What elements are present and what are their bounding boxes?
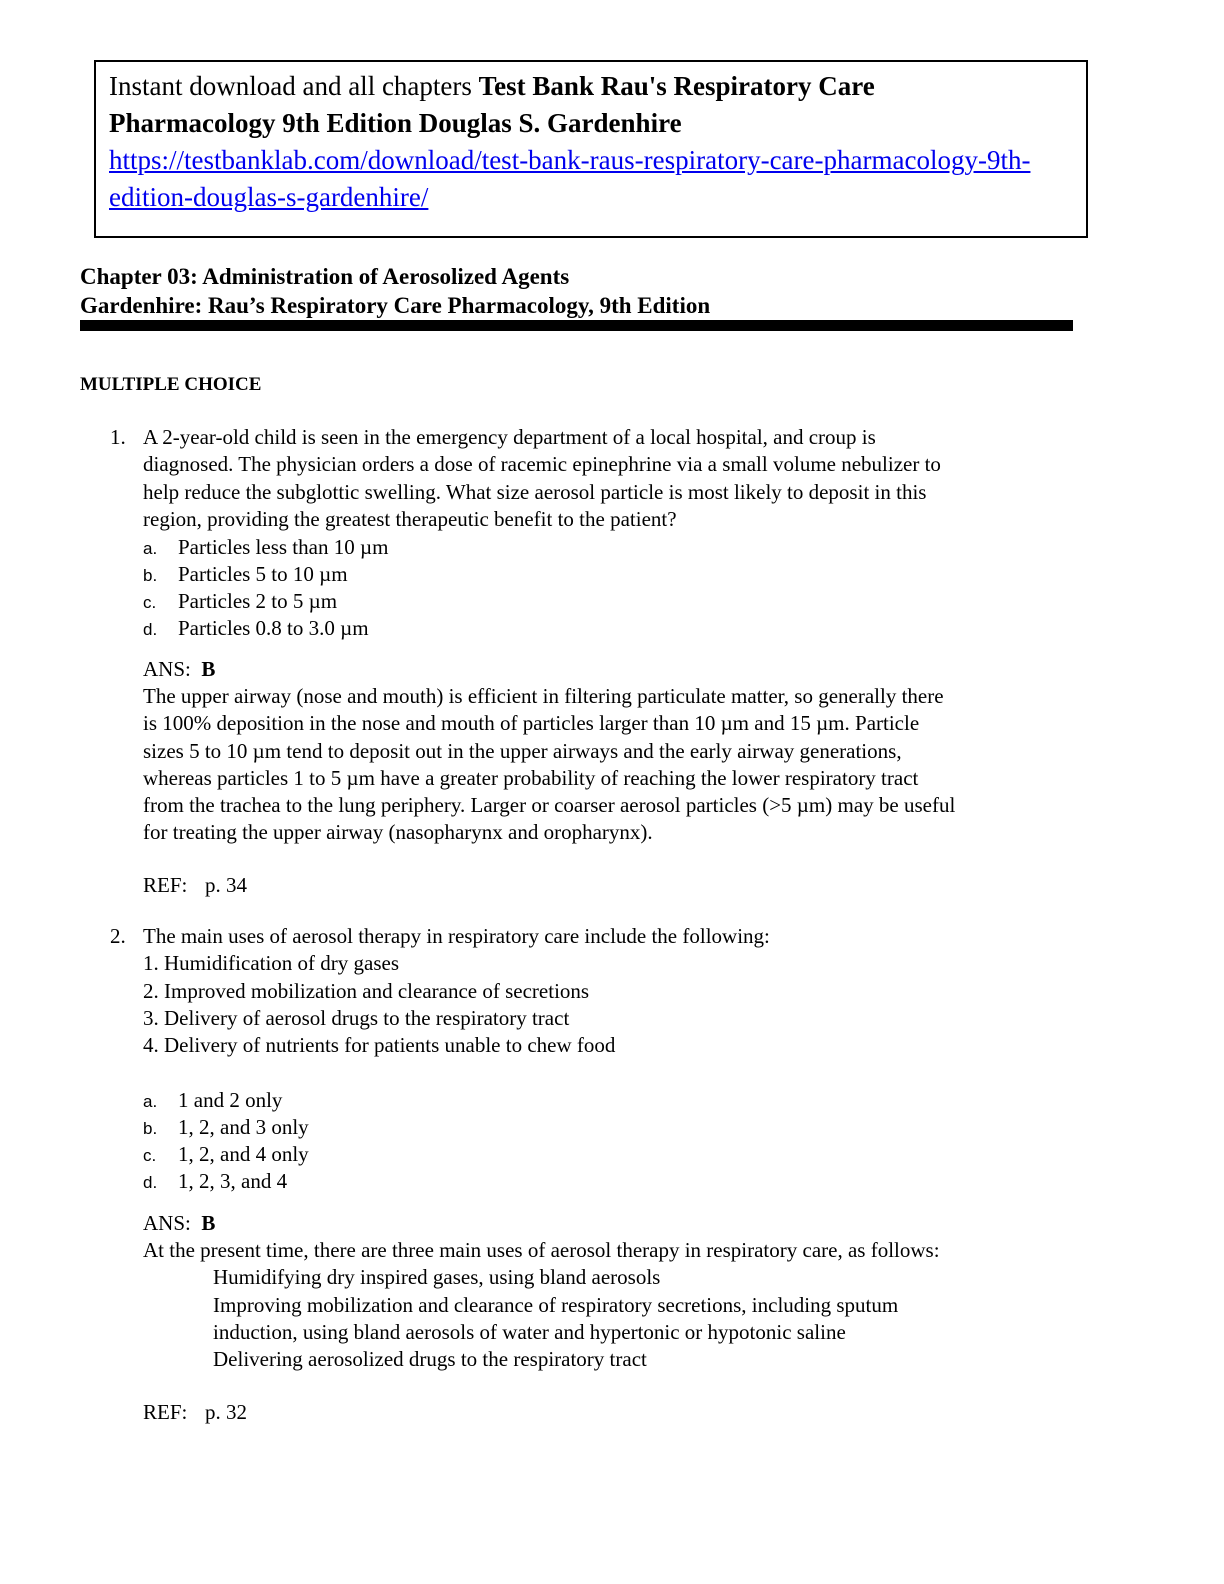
rationale-line: sizes 5 to 10 µm tend to deposit out in the upper airways and the early airway generations, — [143, 738, 902, 763]
option-a — [143, 1087, 282, 1115]
rationale-line: is 100% deposition in the nose and mouth of particles larger than 10 µm and 15 µm. Particle — [143, 711, 920, 736]
book-title: Gardenhire: Rau’s Respiratory Care Pharmacology, 9th Edition — [80, 293, 711, 318]
option-letter: d. — [143, 620, 158, 639]
section-heading: MULTIPLE CHOICE — [80, 374, 262, 395]
stem-line: A 2-year-old child is seen in the emergency department of a local hospital, and croup is — [143, 425, 876, 449]
rationale-intro: At the present time, there are three main uses of aerosol therapy in respiratory care, as follows: — [143, 1238, 940, 1262]
rationale-line: for treating the upper airway (nasopharynx and oropharynx). — [143, 820, 653, 845]
reference — [143, 872, 247, 899]
option-b — [143, 561, 348, 589]
stem-line: diagnosed. The physician orders a dose of racemic epinephrine via a small volume nebulizer to — [143, 452, 941, 477]
option-text: 1, 2, and 4 only — [178, 1142, 309, 1166]
answer — [143, 1210, 215, 1237]
stem-line: 2. Improved mobilization and clearance of secretions — [143, 978, 590, 1003]
rationale-item: induction, using bland aerosols of water and hypertonic or hypotonic saline — [213, 1319, 846, 1344]
stem-line: help reduce the subglottic swelling. What size aerosol particle is most likely to deposit in this — [143, 479, 927, 504]
stem-line: 4. Delivery of nutrients for patients unable to chew food — [143, 1033, 616, 1058]
option-letter: d. — [143, 1173, 158, 1192]
option-c — [143, 1141, 309, 1169]
stem-line: region, providing the greatest therapeutic benefit to the patient? — [143, 506, 677, 531]
download-link-line-1[interactable]: https://testbanklab.com/download/test-bank-raus-respiratory-care-pharmacology-9th- — [109, 145, 1031, 175]
option-c — [143, 588, 337, 616]
answer-value: B — [201, 657, 216, 681]
reference — [143, 1399, 247, 1426]
option-a — [143, 534, 388, 562]
answer-value: B — [201, 1211, 216, 1235]
stem-line: The main uses of aerosol therapy in respiratory care include the following: — [143, 924, 770, 948]
reference-label: REF: — [143, 1400, 188, 1424]
rationale — [143, 683, 1073, 847]
rationale-line: whereas particles 1 to 5 µm have a greater probability of reaching the lower respiratory tract — [143, 765, 919, 790]
option-text: Particles less than 10 µm — [178, 535, 389, 559]
promo-title-line-1: Test Bank Rau's Respiratory Care — [478, 71, 875, 101]
chapter-title: Chapter 03: Administration of Aerosolized Agents — [80, 264, 570, 289]
option-text: Particles 0.8 to 3.0 µm — [178, 616, 369, 640]
option-text: 1 and 2 only — [178, 1088, 283, 1112]
rationale-line: from the trachea to the lung periphery. Larger or coarser aerosol particles (>5 µm) may be useful — [143, 793, 956, 818]
option-text: 1, 2, and 3 only — [178, 1115, 309, 1139]
promo-title-line-2: Pharmacology 9th Edition Douglas S. Gardenhire — [109, 108, 682, 138]
reference-value: p. 34 — [205, 873, 247, 897]
option-letter: a. — [143, 1092, 158, 1111]
answer-label: ANS: — [143, 657, 191, 681]
option-text: 1, 2, 3, and 4 — [178, 1169, 288, 1193]
rationale-item: Improving mobilization and clearance of respiratory secretions, including sputum — [213, 1292, 899, 1317]
header-rule — [80, 320, 1073, 331]
reference-value: p. 32 — [205, 1400, 247, 1424]
rationale-item: Humidifying dry inspired gases, using bland aerosols — [213, 1265, 661, 1290]
option-letter: a. — [143, 539, 158, 558]
promo-intro: Instant download and all chapters — [109, 71, 479, 101]
option-letter: c. — [143, 1146, 157, 1165]
option-d — [143, 615, 369, 643]
question-number: 1. — [110, 425, 126, 449]
question-stem — [143, 424, 1073, 533]
question-number: 2. — [110, 924, 126, 948]
promo-text — [109, 68, 1069, 216]
option-text: Particles 2 to 5 µm — [178, 589, 338, 613]
rationale-item: Delivering aerosolized drugs to the respiratory tract — [213, 1347, 647, 1372]
option-d — [143, 1168, 287, 1196]
rationale-line: The upper airway (nose and mouth) is efficient in filtering particulate matter, so generally there — [143, 684, 944, 708]
stem-line: 1. Humidification of dry gases — [143, 951, 400, 976]
option-text: Particles 5 to 10 µm — [178, 562, 348, 586]
option-letter: c. — [143, 593, 157, 612]
question-stem — [143, 923, 1073, 1059]
download-link-line-2[interactable]: edition-douglas-s-gardenhire/ — [109, 182, 429, 212]
answer-label: ANS: — [143, 1211, 191, 1235]
option-b — [143, 1114, 309, 1142]
stem-line: 3. Delivery of aerosol drugs to the respiratory tract — [143, 1005, 570, 1030]
answer — [143, 656, 215, 683]
reference-label: REF: — [143, 873, 188, 897]
option-letter: b. — [143, 566, 158, 585]
rationale — [143, 1237, 1073, 1373]
option-letter: b. — [143, 1119, 158, 1138]
